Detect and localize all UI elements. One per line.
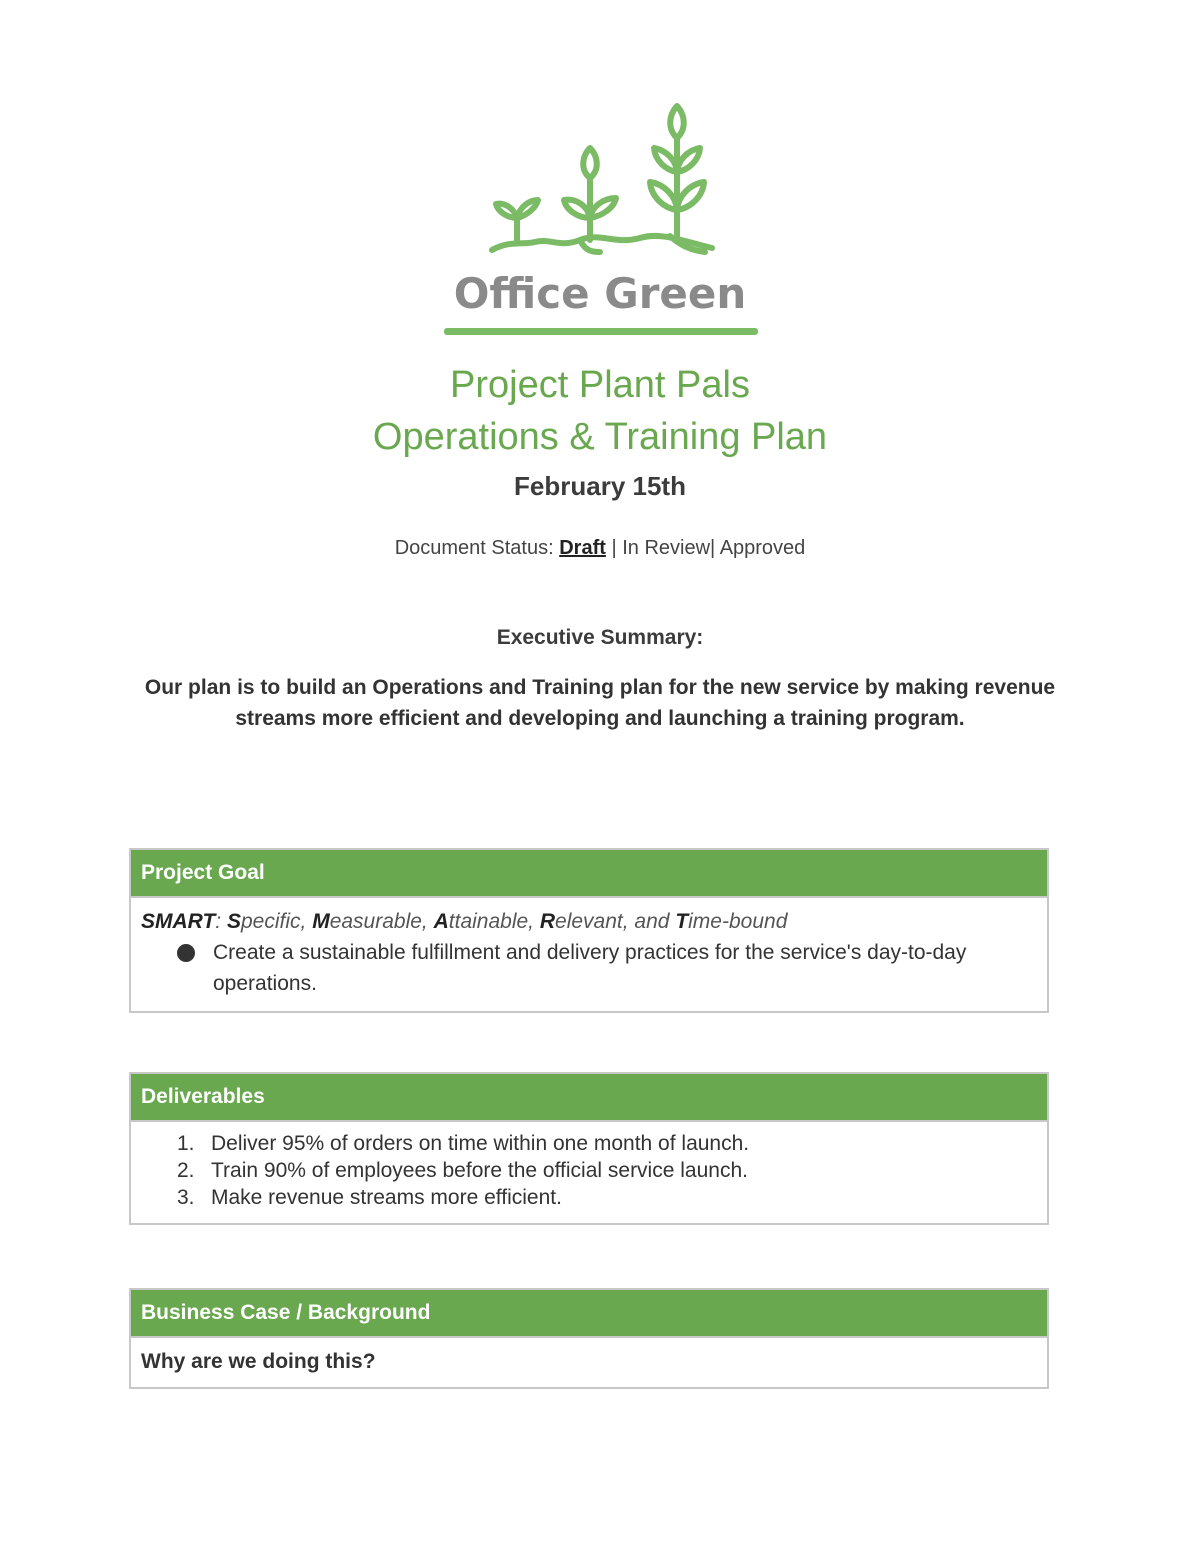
smart-letter: R bbox=[539, 910, 556, 933]
office-green-logo bbox=[440, 100, 760, 340]
list-text: Make revenue streams more efficient. bbox=[211, 1186, 562, 1209]
status-separator: | bbox=[611, 537, 617, 559]
list-number: 2. bbox=[177, 1159, 195, 1182]
project-title: Project Plant Pals bbox=[450, 364, 750, 406]
goal-bullet-item bbox=[141, 937, 1037, 999]
list-number: 3. bbox=[177, 1186, 195, 1209]
bullet-icon bbox=[177, 944, 195, 962]
logo-wordmark: Office Green bbox=[453, 269, 747, 318]
list-item bbox=[141, 1130, 1037, 1157]
smart-letter: A bbox=[433, 910, 449, 933]
plan-title: Operations & Training Plan bbox=[372, 416, 828, 458]
status-in-review: In Review bbox=[622, 537, 711, 559]
smart-criteria bbox=[141, 906, 1037, 937]
list-number: 1. bbox=[177, 1132, 195, 1155]
smart-word: elevant, and bbox=[555, 910, 670, 933]
logo-underline bbox=[444, 328, 758, 335]
business-case-panel bbox=[129, 1288, 1049, 1389]
status-separator: | bbox=[710, 537, 716, 559]
smart-letter: M bbox=[312, 910, 330, 933]
goal-bullet-text: Create a sustainable fulfillment and delivery practices for the service's day-to-day operations. bbox=[213, 941, 967, 995]
smart-word: easurable, bbox=[329, 910, 428, 933]
status-label: Document Status: bbox=[394, 537, 554, 559]
executive-summary-body: Our plan is to build an Operations and Training plan for the new service by making revenue streams more efficient and developing and launching a training program. bbox=[144, 676, 1056, 730]
status-draft: Draft bbox=[559, 537, 606, 559]
status-approved: Approved bbox=[719, 537, 806, 559]
panel-header: Deliverables bbox=[131, 1074, 1047, 1122]
document-status bbox=[0, 536, 1200, 560]
executive-summary-heading: Executive Summary: bbox=[496, 626, 704, 649]
panel-header: Business Case / Background bbox=[131, 1290, 1047, 1338]
list-text: Train 90% of employees before the official service launch. bbox=[211, 1159, 748, 1182]
list-item bbox=[141, 1184, 1037, 1211]
panel-header: Project Goal bbox=[131, 850, 1047, 898]
document-date: February 15th bbox=[514, 471, 686, 501]
deliverables-panel bbox=[129, 1072, 1049, 1225]
list-text: Deliver 95% of orders on time within one month of launch. bbox=[211, 1132, 750, 1155]
smart-word: pecific, bbox=[240, 910, 307, 933]
project-goal-panel bbox=[129, 848, 1049, 1013]
list-item bbox=[141, 1157, 1037, 1184]
smart-colon: : bbox=[215, 910, 222, 933]
smart-prefix: SMART bbox=[141, 910, 216, 933]
business-case-question: Why are we doing this? bbox=[141, 1350, 376, 1373]
sprouting-plants-icon bbox=[440, 100, 760, 340]
smart-word: ttainable, bbox=[448, 910, 535, 933]
smart-letter: S bbox=[226, 910, 241, 933]
smart-word: ime-bound bbox=[688, 910, 788, 933]
smart-letter: T bbox=[675, 910, 689, 933]
